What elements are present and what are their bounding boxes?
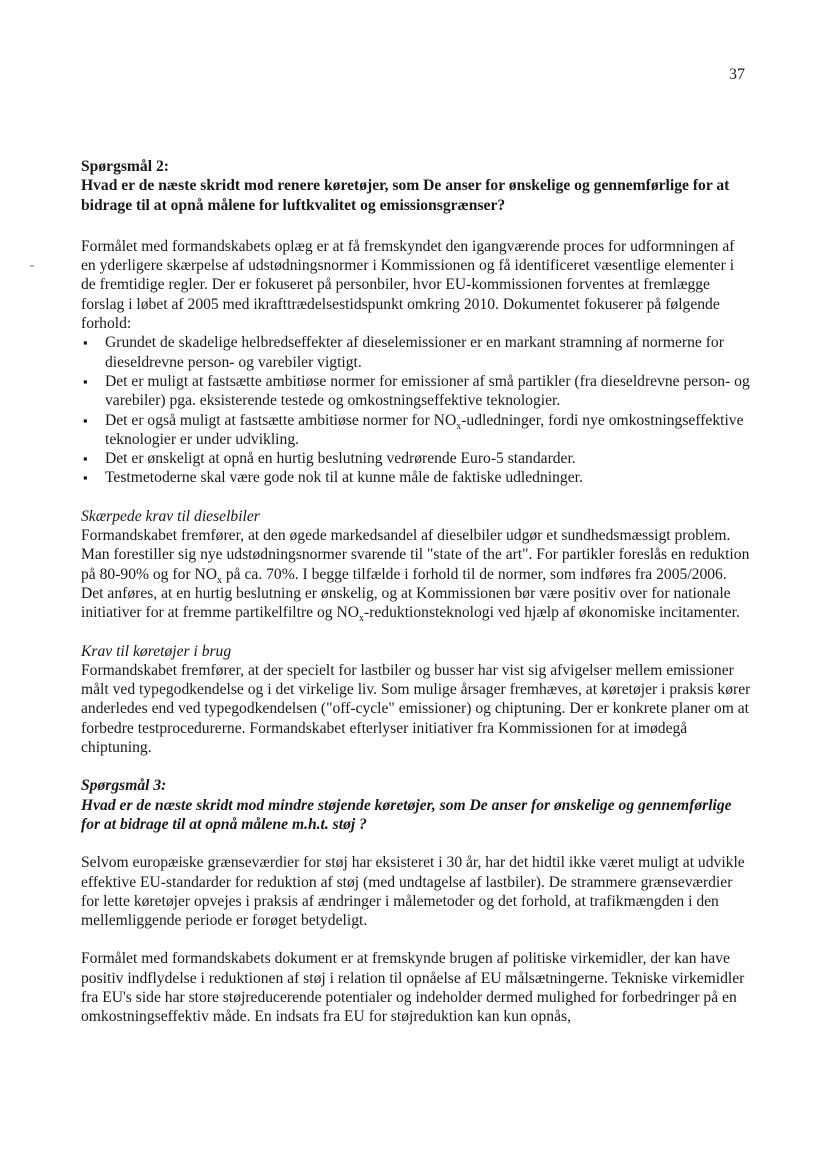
section-heading-in-use: Krav til køretøjer i brug [81, 642, 232, 660]
question-2-label: Spørgsmål 2: [81, 158, 169, 175]
section-text-in-use: Formandskabet fremfører, at der specielt for lastbiler og busser har vist sig afvigelser mellem emissioner målt ved typegodkendelse og i det virkelige liv. Som mulige årsager fremhæves, at køretøjer i praksis kører anderledes end ved typegodkendelsen ("off-cycle" emissioner) og chiptuning. Der er konkrete planer om at forbedre testprocedurerne. Formandskabet efterlyser initiativer fra Kommissionen for at imødegå chiptuning. [81, 661, 751, 757]
diesel-text-part-1: Formandskabet fremfører, at den øgede markedsandel af dieselbiler udgør et sundhedsmæssigt problem. Man forestiller sig nye udstødningsnormer svarende til "state of the art". For partikler foreslås en reduktion på 80-90% og for NO [81, 527, 750, 583]
section-text-diesel [81, 526, 751, 625]
question-3-text: Hvad er de næste skridt mod mindre støjende køretøjer, som De anser for ønskelige og gennemførlige for at bidrage til at opnå målene m.h.t. støj ? [81, 796, 732, 833]
document-body [81, 157, 751, 1027]
diesel-text-part-3: -reduktionsteknologi ved hjælp af økonomiske incitamenter. [364, 604, 740, 622]
subscript-x: x [216, 574, 222, 586]
list-item: ▪ Det er også muligt at fastsætte ambitiøse normer for $NO_x$-udledninger, fordi nye omkostningseffektive teknologier er under udvikling. [81, 411, 751, 450]
bullet-list [81, 333, 751, 487]
question-3-label: Spørgsmål 3: [81, 777, 167, 795]
diesel-text-part-2: på ca. 70%. I begge tilfælde i forhold til de normer, som indføres fra 2005/2006. Det anføres, at en hurtig beslutning er ønskelig, og at Kommissionen bør være positiv over for nationale initiativer for at fremme partikelfiltre og NO [81, 565, 731, 622]
list-item: ▪ Grundet de skadelige helbredseffekter af dieselemissioner er en markant stramning af normerne for dieseldrevne person- og varebiler vigtigt. [81, 333, 751, 372]
page-number: 37 [729, 66, 745, 83]
section-heading-diesel: Skærpede krav til dieselbiler [81, 507, 260, 525]
question-3-paragraph-1: Selvom europæiske grænseværdier for støj har eksisteret i 30 år, har det hidtil ikke været muligt at udvikle effektive EU-standarder for reduktion af støj (med undtagelse af lastbiler). De strammere grænseværdier for lette køretøjer opvejes i praksis af ændringer i målemetoder og det forhold, at trafikmængden i den mellemliggende periode er forøget betydeligt. [81, 854, 745, 930]
list-item: ▪ Det er muligt at fastsætte ambitiøse normer for emissioner af små partikler (fra dieseldrevne person- og varebiler) pga. eksisterende testede og omkostningseffektive teknologier. [81, 372, 751, 411]
subscript-x: x [359, 613, 364, 625]
question-2-text: Hvad er de næste skridt mod renere køretøjer, som De anser for ønskelige og gennemførlige for at bidrage til at opnå målene for luftkvalitet og emissionsgrænser? [81, 177, 730, 214]
list-item: ▪ Testmetoderne skal være gode nok til at kunne måle de faktiske udledninger. [81, 468, 751, 487]
scan-mark [30, 265, 34, 267]
question-3-paragraph-2: Formålet med formandskabets dokument er at fremskynde brugen af politiske virkemidler, der kan have positiv indflydelse i reduktionen af støj i relation til opnåelse af EU målsætningerne. Tekniske virkemidler fra EU's side har store støjreducerende potentialer og indeholder dermed mulighed for forbedringer på en omkostningseffektiv måde. En indsats fra EU for støjreduktion kan kun opnås, [81, 950, 745, 1026]
question-2-intro: Formålet med formandskabets oplæg er at få fremskyndet den igangværende proces for udformningen af en yderligere skærpelse af udstødningsnormer i Kommissionen og få identificeret væsentlige elementer i de fremtidige regler. Der er fokuseret på personbiler, hvor EU-kommissionen forventes at fremlægge forslag i løbet af 2005 med ikrafttrædelsestidspunkt omkring 2010. Dokumentet fokuserer på følgende forhold: [81, 237, 735, 333]
list-item: ▪ Det er ønskeligt at opnå en hurtig beslutning vedrørende Euro-5 standarder. [81, 449, 751, 468]
